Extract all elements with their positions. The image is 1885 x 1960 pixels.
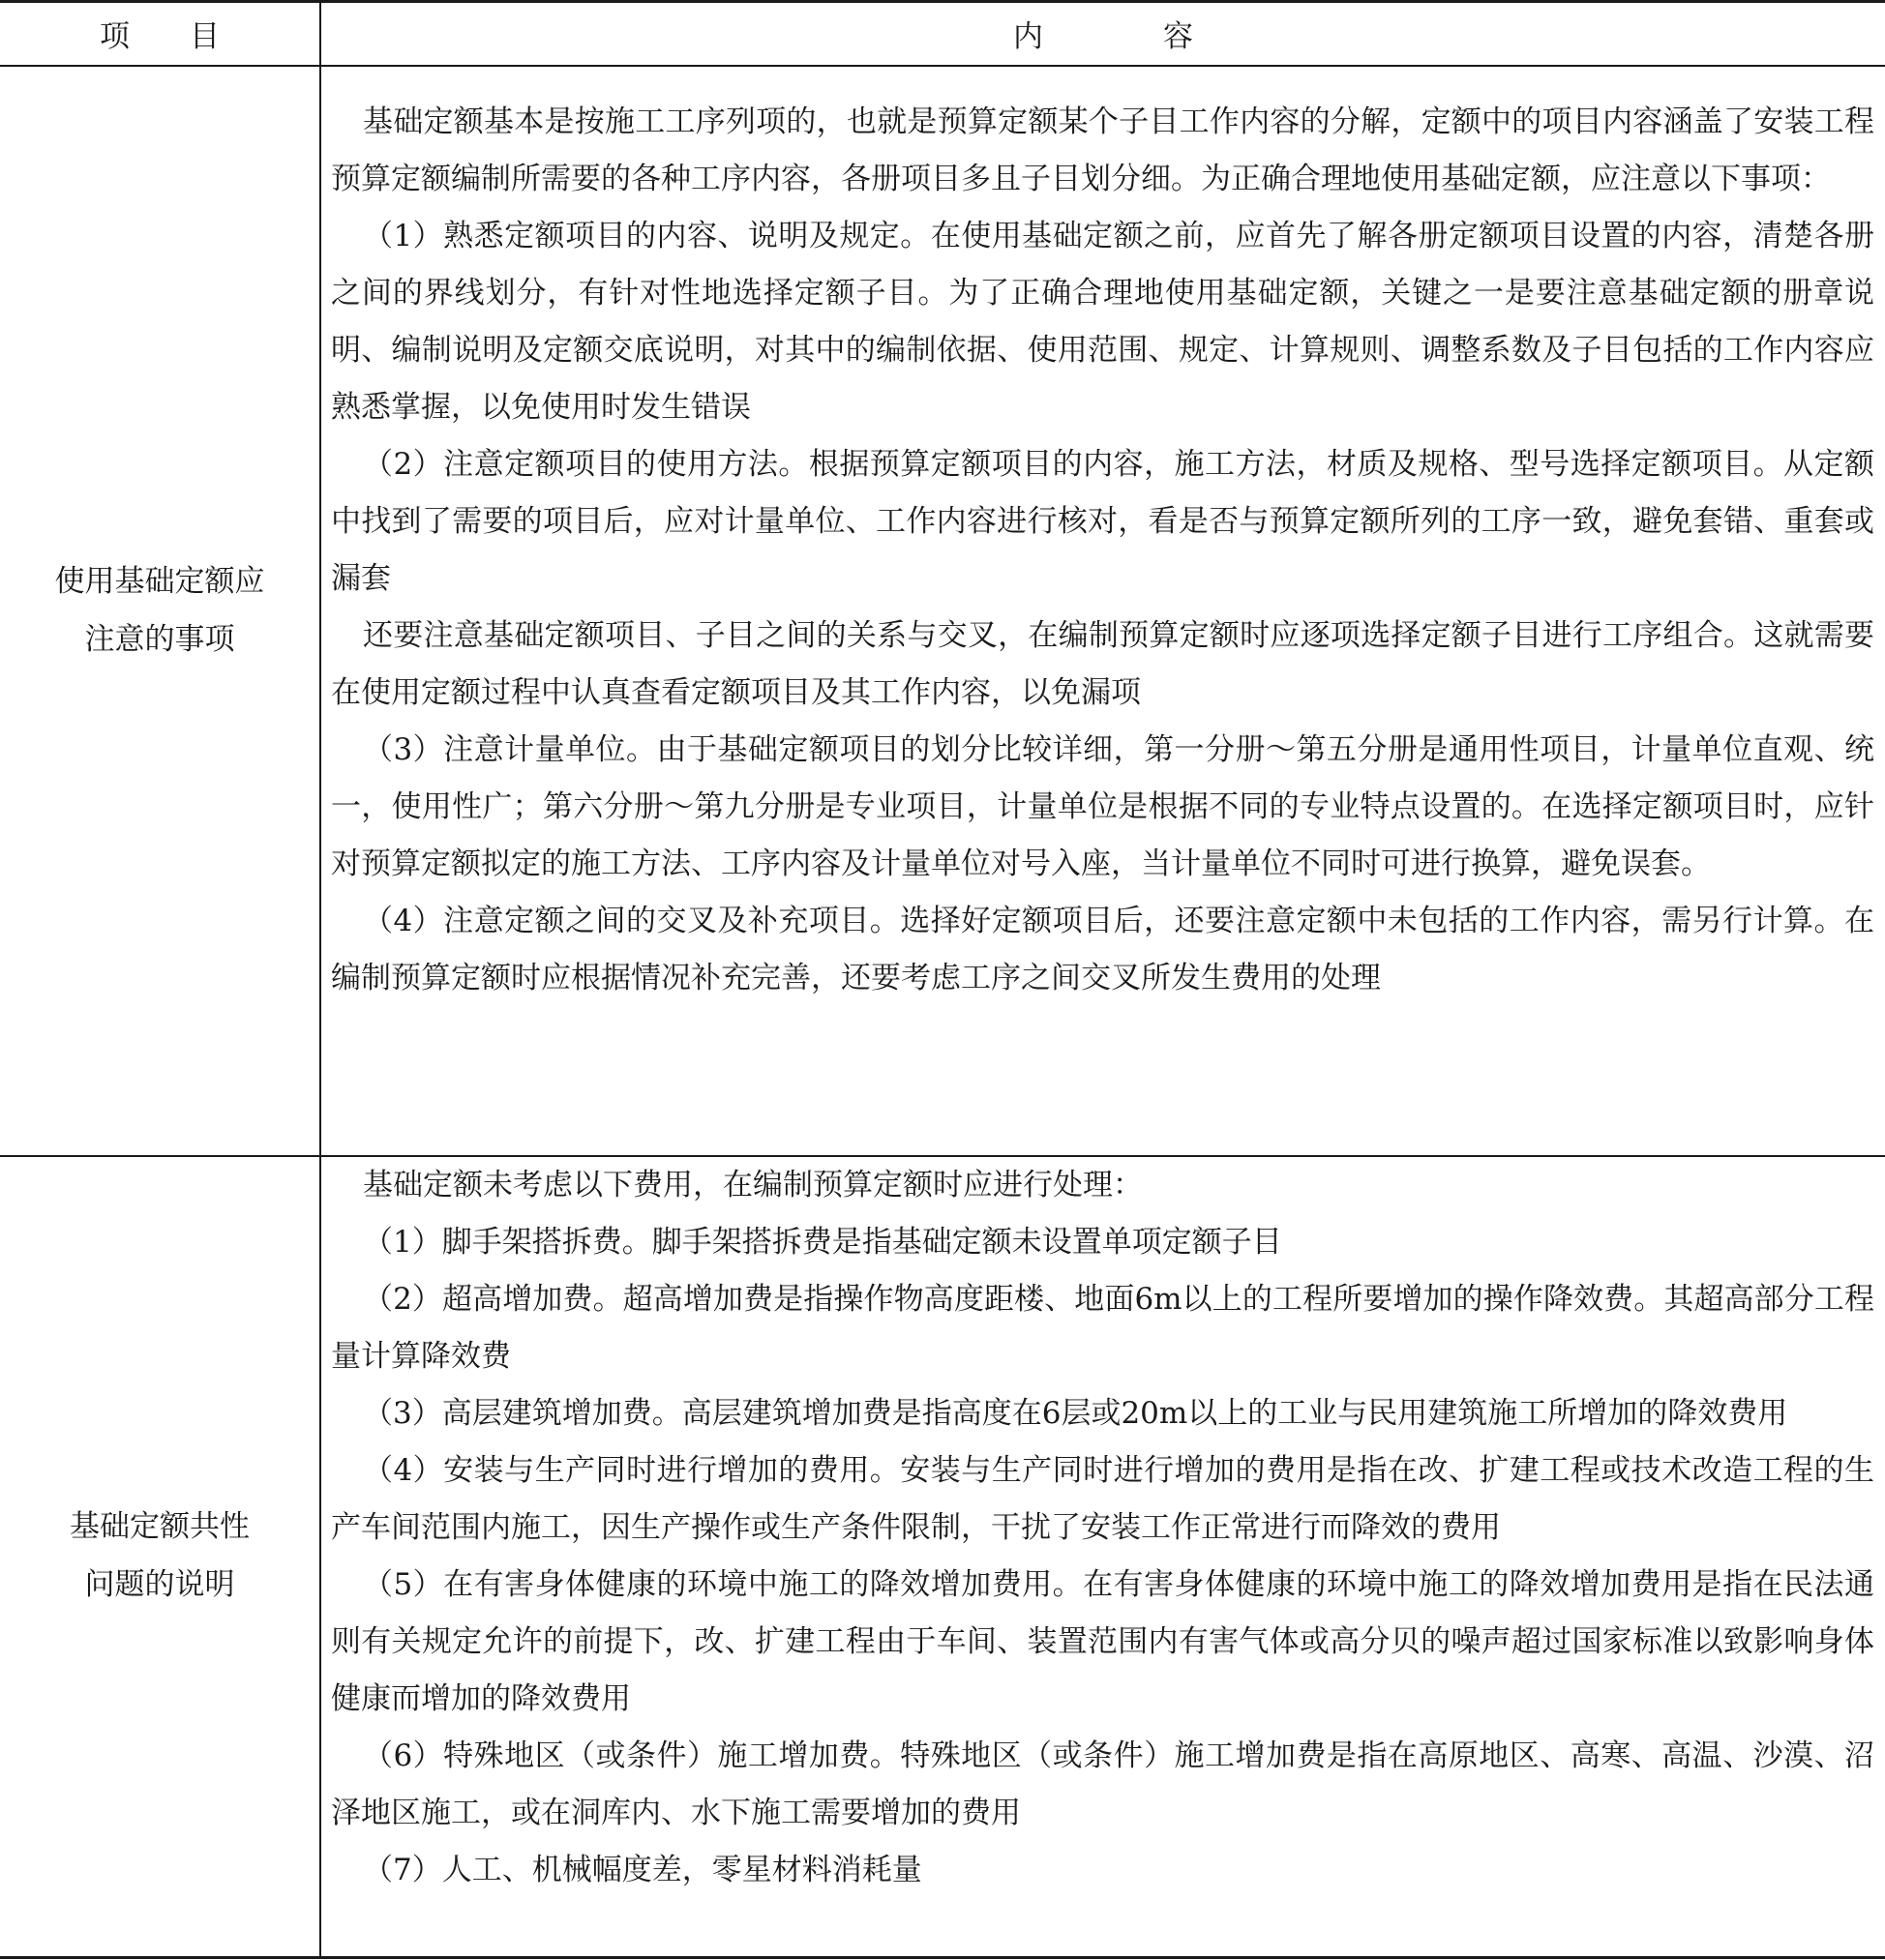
row-label-line: 使用基础定额应 [54, 564, 265, 599]
content-paragraph: （4）注意定额之间的交叉及补充项目。选择好定额项目后，还要注意定额中未包括的工作内容，需另行计算。在编制预算定额时应根据情况补充完善，还要考虑工序之间交叉所发生费用的处理 [331, 904, 1874, 995]
row-label-line: 问题的说明 [84, 1567, 235, 1602]
content-paragraph: 还要注意基础定额项目、子目之间的关系与交叉，在编制预算定额时应逐项选择定额子目进行工序组合。这就需要在使用定额过程中认真查看定额项目及其工作内容，以免漏项 [331, 618, 1874, 710]
row-content [331, 94, 1874, 1007]
content-paragraph: （2）注意定额项目的使用方法。根据预算定额项目的内容，施工方法，材质及规格、型号选择定额项目。从定额中找到了需要的项目后，应对计量单位、工作内容进行核对，看是否与预算定额所列的工序一致，避免套错、重套或漏套 [331, 447, 1874, 596]
row-label [0, 1498, 319, 1614]
content-paragraph: 基础定额未考虑以下费用，在编制预算定额时应进行处理： [363, 1168, 1143, 1203]
content-paragraph: （3）注意计量单位。由于基础定额项目的划分比较详细，第一分册～第五分册是通用性项目，计量单位直观、统一，使用性广；第六分册～第九分册是专业项目，计量单位是根据不同的专业特点设置的。在选择定额项目时，应针对预算定额拟定的施工方法、工序内容及计量单位对号入座，当计量单位不同时可进行换算，避免误套。 [331, 732, 1874, 881]
column-divider-rule [319, 0, 321, 1959]
content-paragraph: 基础定额基本是按施工工序列项的，也就是预算定额某个子目工作内容的分解，定额中的项目内容涵盖了安装工程预算定额编制所需要的各种工序内容，各册项目多且子目划分细。为正确合理地使用基础定额，应注意以下事项： [331, 104, 1874, 196]
row-label-line: 注意的事项 [84, 622, 235, 657]
table-bottom-rule [0, 1956, 1885, 1959]
content-paragraph: （3）高层建筑增加费。高层建筑增加费是指高度在6层或20m以上的工业与民用建筑施工所增加的降效费用 [363, 1396, 1788, 1431]
content-paragraph: （2）超高增加费。超高增加费是指操作物高度距楼、地面6m以上的工程所要增加的操作降效费。其超高部分工程量计算降效费 [331, 1282, 1874, 1374]
content-paragraph: （7）人工、机械幅度差，零星材料消耗量 [363, 1853, 922, 1887]
header-col-content: 内 容 [1013, 18, 1193, 54]
content-paragraph: （5）在有害身体健康的环境中施工的降效增加费用。在有害身体健康的环境中施工的降效增加费用是指在民法通则有关规定允许的前提下，改、扩建工程由于车间、装置范围内有害气体或高分贝的噪声超过国家标准以致影响身体健康而增加的降效费用 [331, 1567, 1874, 1716]
content-paragraph: （6）特殊地区（或条件）施工增加费。特殊地区（或条件）施工增加费是指在高原地区、高寒、高温、沙漠、沼泽地区施工，或在洞库内、水下施工需要增加的费用 [331, 1738, 1874, 1830]
content-paragraph: （4）安装与生产同时进行增加的费用。安装与生产同时进行增加的费用是指在改、扩建工程或技术改造工程的生产车间范围内施工，因生产操作或生产条件限制，干扰了安装工作正常进行而降效的费用 [331, 1453, 1874, 1545]
row-label-line: 基础定额共性 [70, 1509, 250, 1544]
row-label [0, 552, 319, 668]
row-content [331, 1157, 1874, 1899]
header-col-item: 项 目 [100, 18, 220, 54]
content-paragraph: （1）脚手架搭拆费。脚手架搭拆费是指基础定额未设置单项定额子目 [363, 1225, 1282, 1260]
content-paragraph: （1）熟悉定额项目的内容、说明及规定。在使用基础定额之前，应首先了解各册定额项目设置的内容，清楚各册之间的界线划分，有针对性地选择定额子目。为了正确合理地使用基础定额，关键之一是要注意基础定额的册章说明、编制说明及定额交底说明，对其中的编制依据、使用范围、规定、计算规则、调整系数及子目包括的工作内容应熟悉掌握，以免使用时发生错误 [331, 219, 1874, 425]
